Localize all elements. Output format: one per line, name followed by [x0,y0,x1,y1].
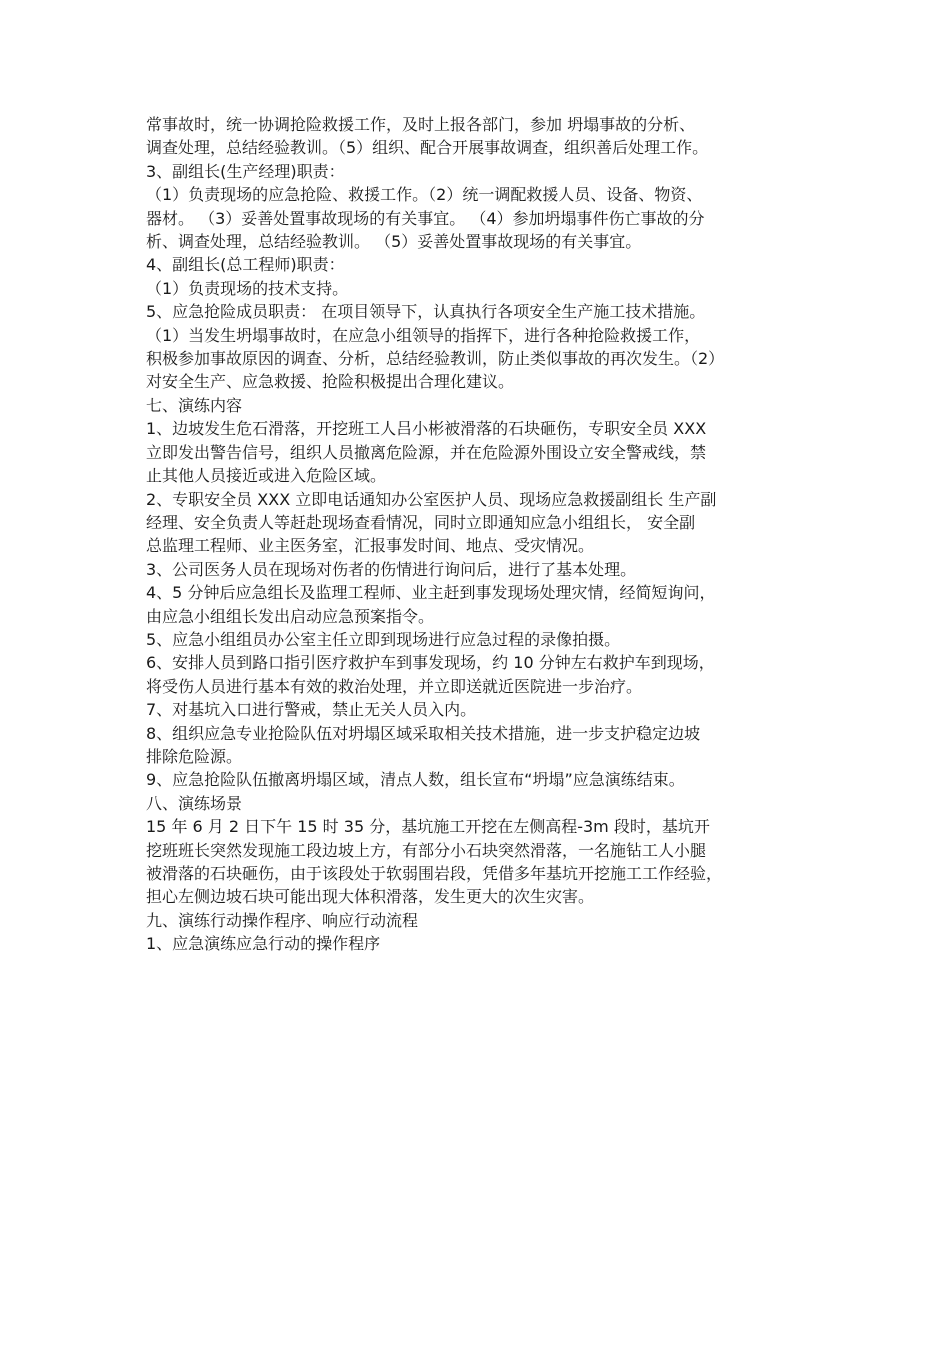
text-line: 析、调查处理，总结经验教训。 （5）妥善处置事故现场的有关事宜。 [146,232,642,252]
text-line: 担心左侧边坡石块可能出现大体积滑落，发生更大的次生灾害。 [146,887,595,907]
text-line: 5、应急小组组员办公室主任立即到现场进行应急过程的录像拍摄。 [146,629,621,649]
text-line: 6、安排人员到路口指引医疗救护车到事发现场，约 10 分钟左右救护车到现场， [146,653,715,673]
text-line: 被滑落的石块砸伤，由于该段处于软弱围岩段，凭借多年基坑开挖施工工作经验， [146,864,723,883]
text-line: 5、应急抢险成员职责： 在项目领导下，认真执行各项安全生产施工技术措施。 [146,302,706,322]
text-line: （1）负责现场的技术支持。 [146,278,349,298]
text-line: （1）当发生坍塌事故时，在应急小组领导的指挥下，进行各种抢险救援工作， [146,325,701,345]
section-heading: 九、演练行动操作程序、响应行动流程 [146,910,419,930]
document-page [146,113,810,956]
text-line: 调查处理，总结经验教训。（5）组织、配合开展事故调查，组织善后处理工作。 [146,138,709,158]
text-line: 排除危险源。 [146,746,243,766]
text-line: 经理、安全负责人等赶赴现场查看情况，同时立即通知应急小组组长， 安全副 [146,512,696,532]
text-line: 1、边坡发生危石滑落，开挖班工人吕小彬被滑落的石块砸伤，专职安全员 XXX [146,419,707,439]
text-line: 常事故时，统一协调抢险救援工作，及时上报各部门，参加 坍塌事故的分析、 [146,115,696,134]
text-line: 器材。 （3）妥善处置事故现场的有关事宜。 （4）参加坍塌事件伤亡事故的分 [146,208,705,228]
text-line: 4、5 分钟后应急组长及监理工程师、业主赶到事发现场处理灾情，经简短询问， [146,583,716,603]
text-line: 3、副组长(生产经理)职责： [146,161,345,181]
section-heading: 七、演练内容 [146,395,243,415]
text-line: 1、应急演练应急行动的操作程序 [146,934,381,954]
text-line: 总监理工程师、业主医务室，汇报事发时间、地点、受灾情况。 [146,536,595,556]
text-line: 由应急小组组长发出启动应急预案指令。 [146,606,435,626]
text-line: 3、公司医务人员在现场对伤者的伤情进行询问后，进行了基本处理。 [146,559,637,579]
text-line: 立即发出警告信号，组织人员撤离危险源，并在危险源外围设立安全警戒线，禁 [146,442,707,462]
text-line: 8、组织应急专业抢险队伍对坍塌区域采取相关技术措施，进一步支护稳定边坡 [146,723,701,743]
text-line: 15 年 6 月 2 日下午 15 时 35 分，基坑施工开挖在左侧高程-3m 段时，基坑开 [146,817,710,837]
text-line: 积极参加事故原因的调查、分析，总结经验教训，防止类似事故的再次发生。（2） [146,349,725,369]
section-heading: 八、演练场景 [146,793,243,813]
text-line: （1）负责现场的应急抢险、救援工作。（2）统一调配救援人员、设备、物资、 [146,185,703,205]
text-line: 9、应急抢险队伍撤离坍塌区域，清点人数，组长宣布“坍塌”应急演练结束。 [146,770,685,790]
text-line: 对安全生产、应急救援、抢险积极提出合理化建议。 [146,372,515,392]
text-line: 止其他人员接近或进入危险区域。 [146,466,387,486]
text-line: 2、专职安全员 XXX 立即电话通知办公室医护人员、现场应急救援副组长 生产副 [146,489,717,509]
text-line: 将受伤人员进行基本有效的救治处理，并立即送就近医院进一步治疗。 [146,676,643,696]
text-line: 7、对基坑入口进行警戒，禁止无关人员入内。 [146,700,477,720]
text-line: 4、副组长(总工程师)职责： [146,255,345,275]
text-line: 挖班班长突然发现施工段边坡上方，有部分小石块突然滑落，一名施钻工人小腿 [146,840,707,860]
